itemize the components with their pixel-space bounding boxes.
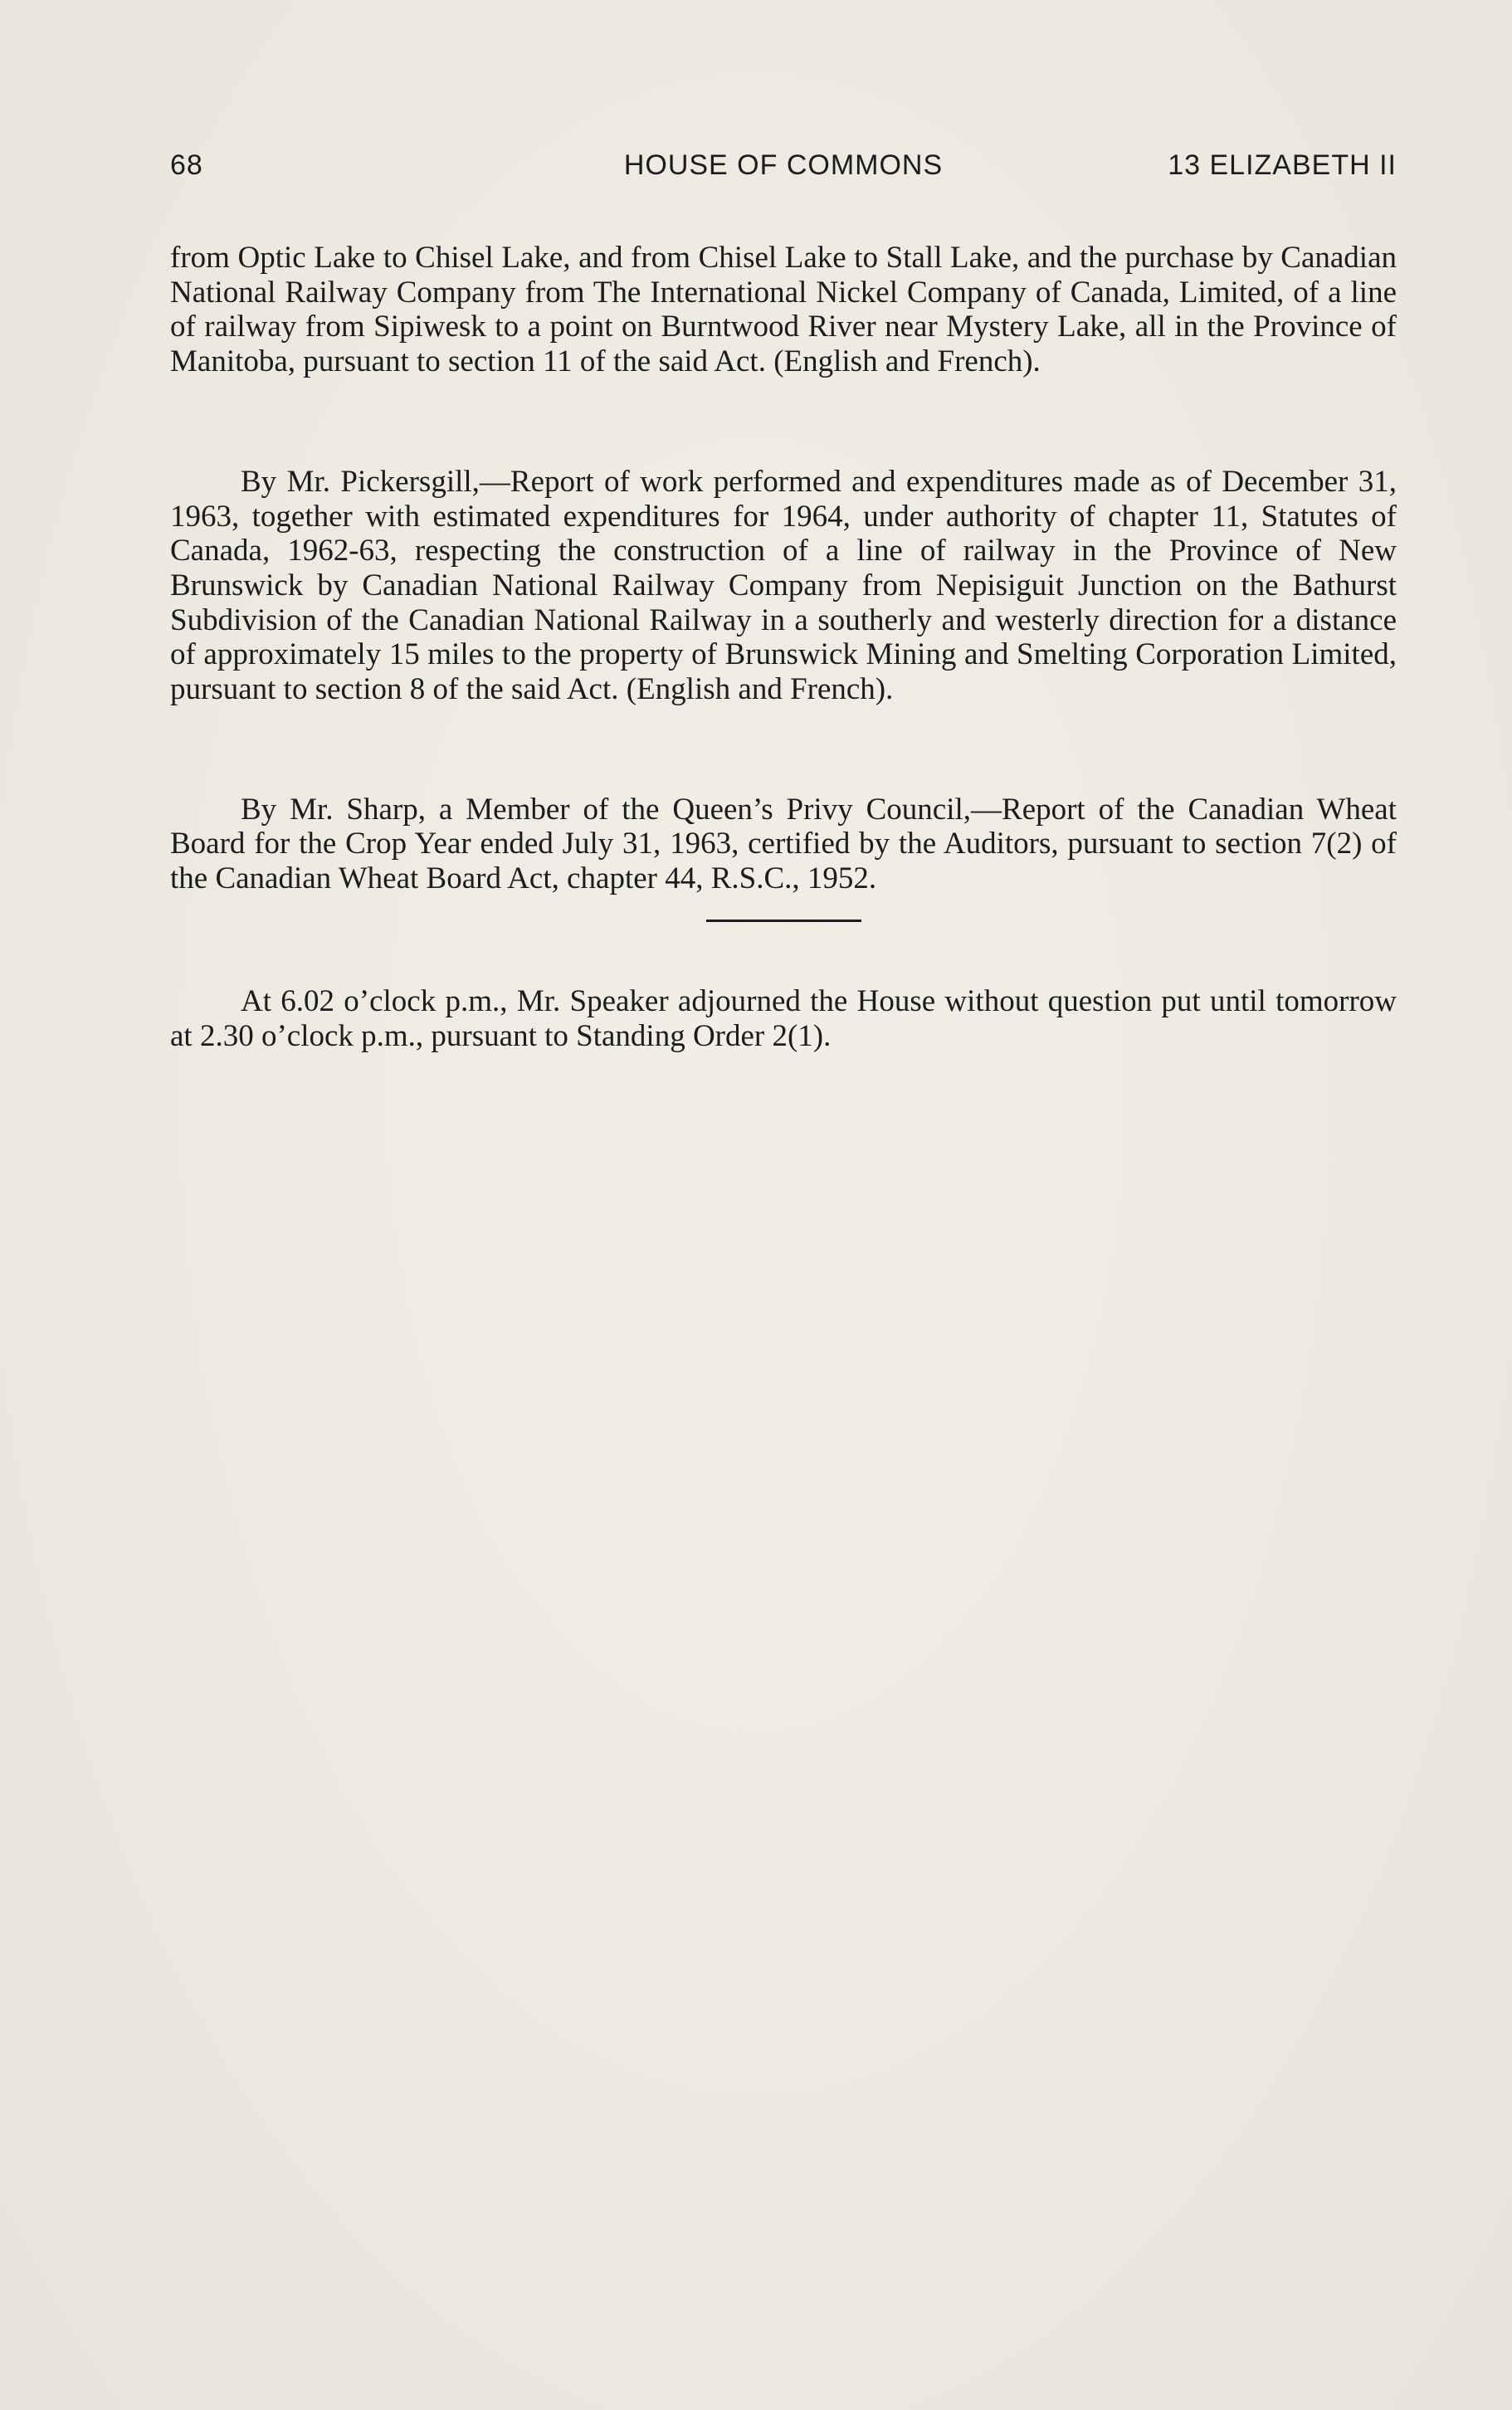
running-title: HOUSE OF COMMONS [623,149,944,181]
section-divider [706,920,861,922]
paragraph-pickersgill-report: By Mr. Pickersgill,—Report of work performed and expenditures made as of December 31, 1963, together with estimated expenditures for 1964, under authority of chapter 11, Statutes of Canada, 1962-63, respecting the construction of a line of railway in the Province of New Brunswick by Canadian National Railway Company from Nepisiguit Junction on the Bathurst Subdivision of the Canadian National Railway in a southerly and westerly direction for a distance of approximately 15 miles to the property of Brunswick Mining and Smelting Corporation Limited, pursuant to section 8 of the said Act. (English and French). [170,464,1397,707]
paragraph-adjournment: At 6.02 o’clock p.m., Mr. Speaker adjourned the House without question put until tomorrow at 2.30 o’clock p.m., pursuant to Standing Order 2(1). [170,983,1397,1053]
regnal-year: 13 ELIZABETH II [1168,149,1397,181]
paragraph-continued: from Optic Lake to Chisel Lake, and from Chisel Lake to Stall Lake, and the purchase by Canadian National Railway Company from The International Nickel Company of Canada, Limited, of a line of railway from Sipiwesk to a point on Burntwood River near Mystery Lake, all in the Province of Manitoba, pursuant to section 11 of the said Act. (English and French). [170,241,1397,379]
page-body [170,241,1397,1053]
page-number: 68 [170,149,203,181]
page-header [170,149,1397,191]
paragraph-sharp-report: By Mr. Sharp, a Member of the Queen’s Privy Council,—Report of the Canadian Wheat Board for the Crop Year ended July 31, 1963, certified by the Auditors, pursuant to section 7(2) of the Canadian Wheat Board Act, chapter 44, R.S.C., 1952. [170,792,1397,896]
